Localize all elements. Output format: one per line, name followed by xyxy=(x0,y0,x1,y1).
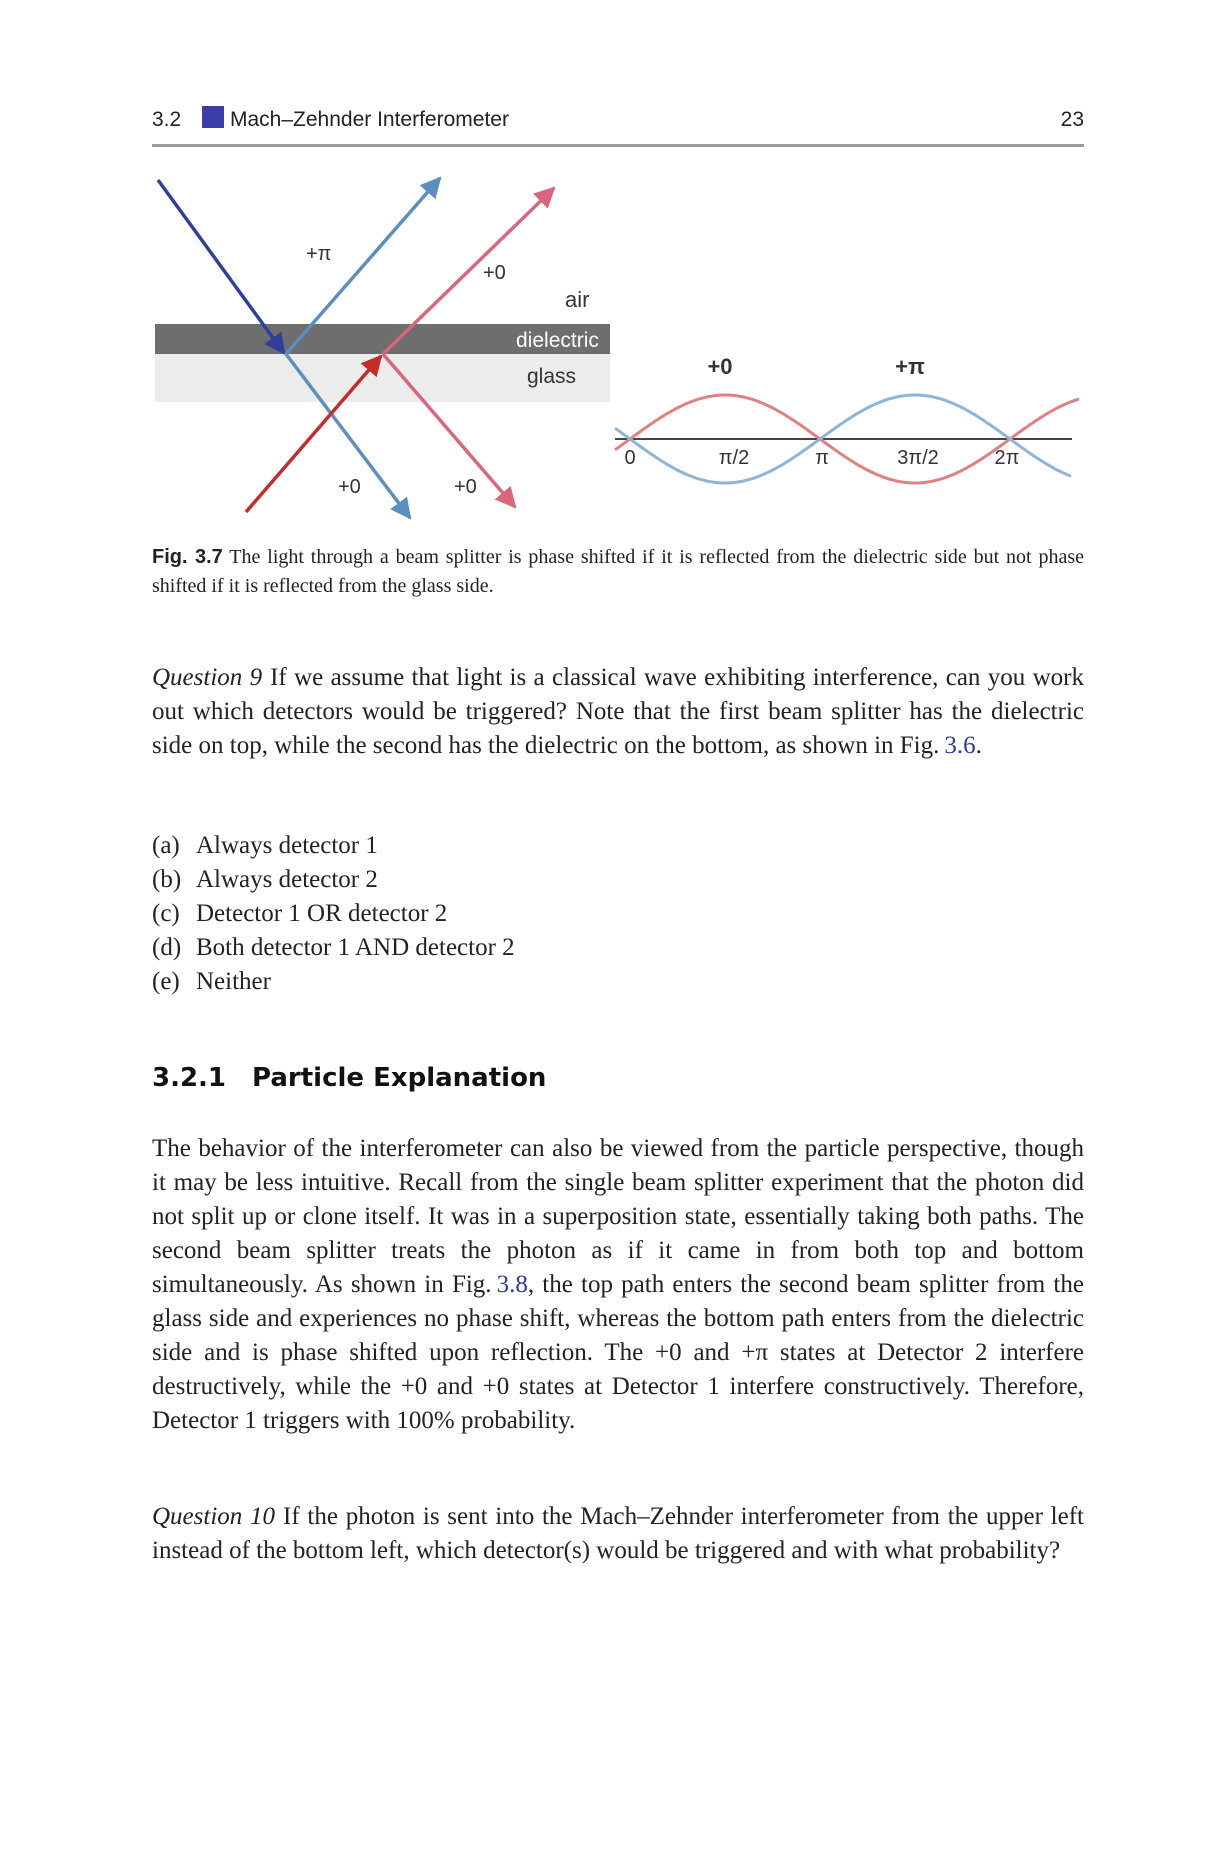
figure-caption xyxy=(152,543,1084,601)
figure-3-7 xyxy=(0,160,1221,520)
label-glass: glass xyxy=(527,365,577,388)
label-dielectric: dielectric xyxy=(516,329,599,352)
question-9-label: Question 9 xyxy=(152,664,263,691)
option-text: Always detector 2 xyxy=(196,866,378,893)
section-heading xyxy=(152,1063,546,1093)
tick-label-pi: π xyxy=(815,447,829,469)
option-text: Detector 1 OR detector 2 xyxy=(196,900,448,927)
option-a xyxy=(152,829,1084,863)
option-marker: (b) xyxy=(152,866,182,893)
caption-text: The light through a beam splitter is phase shifted if it is reflected from the dielectric side but not phase shifted if it is reflected from the glass side. xyxy=(152,546,1085,597)
tick-label-three-pi-half: 3π/2 xyxy=(897,447,939,469)
figure-3-8-link[interactable]: 3.8 xyxy=(496,1271,528,1298)
question-9-text-end: . xyxy=(975,732,982,759)
paragraph-text-end: , the top path enters the second beam splitter from the glass side and experiences no phase shift, whereas the bottom path enters from the dielectric side and is phase shifted upon reflection. The +0 and +π states at Detector 2 interfere destructively, while the +0 and +0 states at Detector 1 interfere constructively. Therefore, Detector 1 triggers with 100% probability. xyxy=(152,1271,1084,1434)
body-paragraph xyxy=(152,1132,1084,1438)
section-number: 3.2.1 xyxy=(152,1063,227,1093)
tick-label-two-pi: 2π xyxy=(994,447,1020,469)
option-marker: (c) xyxy=(152,900,180,927)
label-plus-zero-bottom-right: +0 xyxy=(454,476,477,498)
running-header xyxy=(152,104,1084,147)
paragraph-text: The behavior of the interferometer can also be viewed from the particle perspective, though it may be less intuitive. Recall from the single beam splitter experiment that the photon did not split up or clone itself. It was in a superposition state, essentially taking both paths. The second beam splitter treats the photon as if it came in from both top and bottom simultaneously. As shown in Fig. xyxy=(152,1135,1084,1298)
question-10 xyxy=(152,1500,1084,1568)
caption-label: Fig. 3.7 xyxy=(152,546,223,568)
answer-options xyxy=(152,829,1084,999)
option-marker: (e) xyxy=(152,968,180,995)
option-marker: (a) xyxy=(152,832,180,859)
page-number: 23 xyxy=(1060,108,1084,131)
tick-label-0: 0 xyxy=(624,447,636,469)
question-10-text: If the photon is sent into the Mach–Zehnder interferometer from the upper left instead of the bottom left, which detector(s) would be triggered and with what probability? xyxy=(152,1503,1084,1564)
question-9-text: If we assume that light is a classical wave exhibiting interference, can you work out which detectors would be triggered? Note that the first beam splitter has the dielectric side on top, while the second has the dielectric on the bottom, as shown in Fig. xyxy=(152,664,1084,759)
option-c xyxy=(152,897,1084,931)
label-plus-pi: +π xyxy=(306,243,332,265)
header-section-title: Mach–Zehnder Interferometer xyxy=(230,108,509,131)
wave-label-plus-pi: +π xyxy=(895,354,925,379)
tick-label-pi-half: π/2 xyxy=(718,447,750,469)
option-text: Neither xyxy=(196,968,271,995)
option-marker: (d) xyxy=(152,934,182,961)
label-plus-zero-top: +0 xyxy=(483,262,506,284)
option-text: Always detector 1 xyxy=(196,832,378,859)
option-b xyxy=(152,863,1084,897)
section-title: Particle Explanation xyxy=(252,1063,547,1093)
option-text: Both detector 1 AND detector 2 xyxy=(196,934,515,961)
figure-3-6-link[interactable]: 3.6 xyxy=(944,732,976,759)
question-10-label: Question 10 xyxy=(152,1503,276,1530)
header-square-icon xyxy=(202,106,224,128)
option-d xyxy=(152,931,1084,965)
header-section-number: 3.2 xyxy=(152,108,182,131)
option-e xyxy=(152,965,1084,999)
label-air: air xyxy=(565,287,590,312)
question-9 xyxy=(152,661,1084,763)
wave-label-plus-zero: +0 xyxy=(707,354,733,379)
label-plus-zero-bottom-left: +0 xyxy=(338,476,361,498)
phase-wave-plot xyxy=(0,160,1221,520)
